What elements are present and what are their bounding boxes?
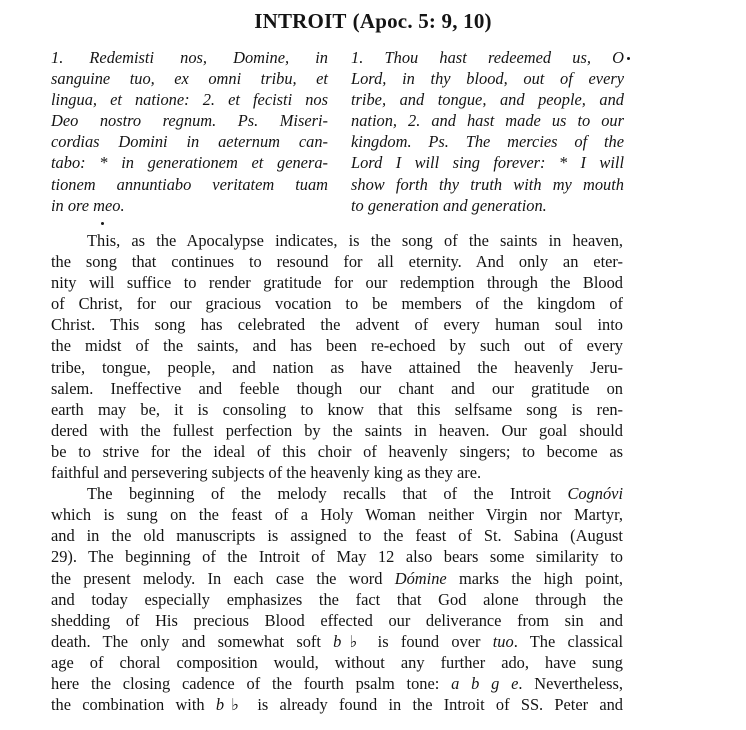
commentary-line [51, 694, 623, 715]
english-line: Lord I will sing forever: * I will [351, 153, 624, 173]
latin-line: cordias Domini in aeternum can- [51, 132, 328, 152]
commentary-line: This, as the Apocalypse indicates, is the song of the saints in heaven, [87, 231, 623, 250]
english-line: to generation and generation. [351, 195, 547, 215]
text-run: is already found in the Introit of SS. Peter and [246, 695, 623, 715]
print-speck [627, 57, 630, 60]
commentary-text [51, 230, 623, 715]
italic-notes-cadence: a b g e [451, 673, 519, 693]
latin-line: Deo nostro regnum. Ps. Miseri- [51, 111, 328, 131]
print-speck [101, 222, 104, 225]
latin-line: tionem annuntiabo veritatem tuam [51, 174, 328, 194]
english-line: kingdom. Ps. The mercies of the [351, 132, 624, 152]
commentary-line [51, 631, 623, 652]
text-run: marks the high point, [446, 568, 623, 588]
italic-note-b-flat: b♭ [215, 695, 247, 715]
commentary-line: dered with the fullest perfection by the saints in heaven. Our goal should [51, 420, 623, 440]
commentary-line: and today especially emphasizes the fact that God alone through the [51, 589, 623, 609]
commentary-line [51, 483, 623, 504]
latin-line: tabo: * in generationem et genera- [51, 153, 328, 173]
commentary-line: salem. Ineffective and feeble though our chant and our gratitude on [51, 378, 623, 398]
heading-title: INTROIT [254, 9, 347, 33]
commentary-line: shedding of His precious Blood effected our deliverance from sin and [51, 610, 623, 630]
commentary-line: tribe, tongue, people, and nation as have attained the heavenly Jeru- [51, 357, 623, 377]
english-line: show forth thy truth with my mouth [351, 174, 624, 194]
introit-heading [0, 9, 746, 34]
text-run: here the closing cadence of the fourth psalm tone: [51, 673, 452, 693]
italic-term-tuo: tuo [492, 631, 514, 651]
english-line: nation, 2. and hast made us to our [351, 111, 624, 131]
commentary-line: 29). The beginning of the Introit of May 12 also bears some similarity to [51, 547, 623, 567]
commentary-line: which is sung on the feast of a Holy Woman neither Virgin nor Martyr, [51, 505, 623, 525]
commentary-line [51, 568, 623, 589]
text-run: . Nevertheless, [518, 673, 623, 693]
text-run: the combination with [51, 695, 216, 715]
commentary-line: Christ. This song has celebrated the advent of every human soul into [51, 315, 623, 335]
latin-text-column [51, 47, 328, 216]
commentary-line: the midst of the saints, and has been re-echoed by such out of every [51, 336, 623, 356]
heading-reference: (Apoc. 5: 9, 10) [352, 9, 492, 33]
italic-term-domine: Dómine [394, 568, 447, 588]
italic-term-cognovi: Cognóvi [567, 484, 623, 504]
commentary-line: faithful and persevering subjects of the heavenly king as they are. [51, 463, 482, 483]
commentary-line: be to strive for the ideal of this choir of heavenly singers; to become as [51, 441, 623, 461]
text-run: The beginning of the melody recalls that of the Introit [87, 484, 568, 504]
latin-line: in ore meo. [51, 195, 125, 215]
commentary-line: the song that continues to resound for all eternity. And only an eter- [51, 252, 623, 272]
text-run: is found over [365, 631, 493, 651]
english-translation-column [351, 47, 624, 216]
commentary-line: nity will suffice to render gratitude for our redemption through the Blood [51, 273, 623, 293]
commentary-line: of Christ, for our gracious vocation to be members of the kingdom of [51, 294, 623, 314]
text-run: death. The only and somewhat soft [51, 631, 334, 651]
text-run: . The classical [513, 631, 623, 651]
english-line: tribe, and tongue, and people, and [351, 90, 624, 110]
latin-line: sanguine tuo, ex omni tribu, et [51, 69, 328, 89]
commentary-line: and in the old manuscripts is assigned to the feast of St. Sabina (August [51, 526, 623, 546]
text-run: the present melody. In each case the word [51, 568, 395, 588]
commentary-line: earth may be, it is consoling to know that this selfsame song is ren- [51, 399, 623, 419]
italic-note-b-flat: b♭ [333, 631, 366, 651]
commentary-line: age of choral composition would, without any further ado, have sung [51, 652, 623, 672]
english-line: Lord, in thy blood, out of every [351, 69, 624, 89]
english-line: 1. Thou hast redeemed us, O [351, 48, 624, 67]
commentary-line [51, 673, 623, 694]
latin-line: 1. Redemisti nos, Domine, in [51, 48, 328, 67]
latin-line: lingua, et natione: 2. et fecisti nos [51, 90, 328, 110]
